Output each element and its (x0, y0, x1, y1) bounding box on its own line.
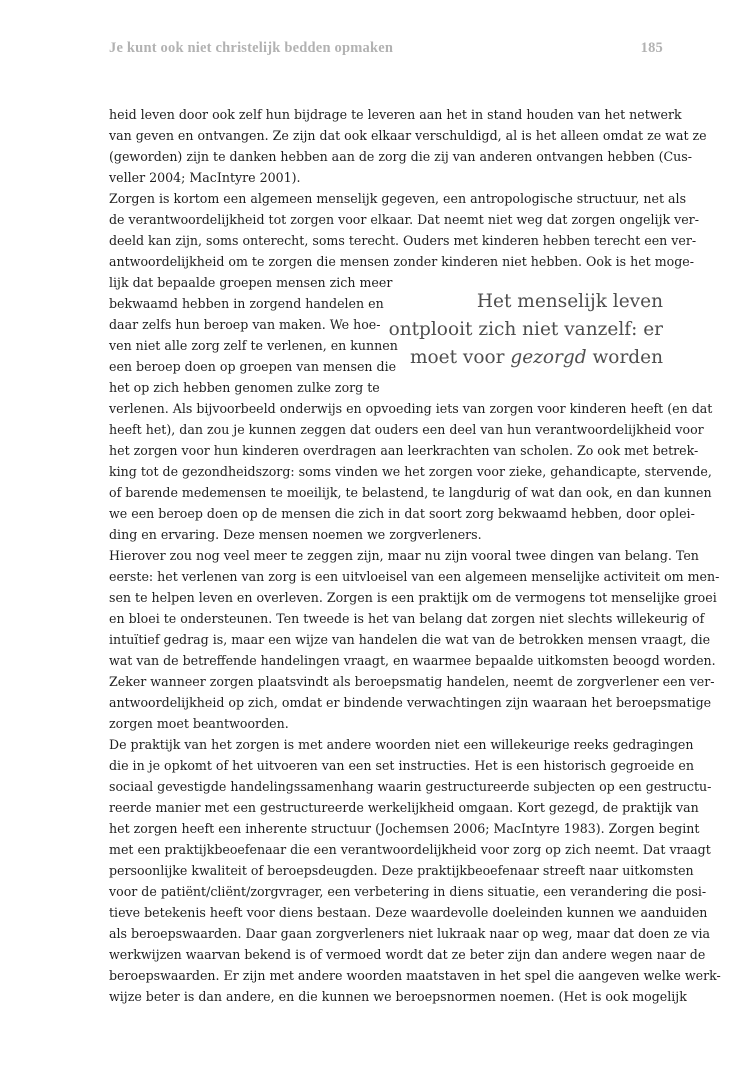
text-line: beroepswaarden. Er zijn met andere woorden maatstaven in het spel die aangeven welke werk- (109, 968, 721, 983)
text-line: we een beroep doen op de mensen die zich in dat soort zorg bekwaamd hebben, door oplei- (109, 506, 695, 521)
text-line: het zorgen heeft een inherente structuur (Jochemsen 2006; MacIntyre 1983). Zorgen begint (109, 821, 700, 836)
text-line: zorgen moet beantwoorden. (109, 716, 289, 731)
text-line: Zeker wanneer zorgen plaatsvindt als beroepsmatig handelen, neemt de zorgverlener een ver- (109, 674, 715, 689)
text-line: voor de patiënt/cliënt/zorgvrager, een verbetering in diens situatie, een verandering die posi- (109, 884, 707, 899)
text-line: De praktijk van het zorgen is met andere woorden niet een willekeurige reeks gedragingen (109, 737, 694, 752)
text-line: antwoordelijkheid op zich, omdat er bindende verwachtingen zijn waaraan het beroepsmatige (109, 695, 712, 710)
text-line: heeft het), dan zou je kunnen zeggen dat ouders een deel van hun verantwoordelijkheid voor (109, 422, 704, 437)
text-line: en bloei te ondersteunen. Ten tweede is het van belang dat zorgen niet slechts willekeurig of (109, 611, 705, 626)
text-line: verlenen. Als bijvoorbeeld onderwijs en opvoeding iets van zorgen voor kinderen heeft (en dat (109, 401, 713, 416)
text-line: het op zich hebben genomen zulke zorg te (109, 380, 380, 395)
text-line: een beroep doen op groepen van mensen die (109, 359, 397, 374)
text-line: met een praktijkbeoefenaar die een verantwoordelijkheid voor zorg op zich neemt. Dat vraagt (109, 842, 711, 857)
text-line: veller 2004; MacIntyre 2001). (109, 170, 301, 185)
page-number: 185 (640, 40, 663, 56)
text-line: de verantwoordelijkheid tot zorgen voor elkaar. Dat neemt niet weg dat zorgen ongelijk ver- (109, 212, 699, 227)
text-line: als beroepswaarden. Daar gaan zorgverleners niet lukraak naar op weg, maar dat doen ze via (109, 926, 711, 941)
text-line: Hierover zou nog veel meer te zeggen zijn, maar nu zijn vooral twee dingen van belang. Ten (109, 548, 699, 563)
text-line: wat van de betreffende handelingen vraagt, en waarmee bepaalde uitkomsten beoogd worden. (109, 653, 716, 668)
text-line: sen te helpen leven en overleven. Zorgen is een praktijk om de vermogens tot menselijke groei (109, 590, 717, 605)
text-line: reerde manier met een gestructureerde werkelijkheid omgaan. Kort gezegd, de praktijk van (109, 800, 699, 815)
text-line: van geven en ontvangen. Ze zijn dat ook elkaar verschuldigd, al is het alleen omdat ze wat ze (109, 128, 707, 143)
text-line: antwoordelijkheid om te zorgen die mensen zonder kinderen niet hebben. Ook is het moge- (109, 254, 695, 269)
text-line: ding en ervaring. Deze mensen noemen we zorgverleners. (109, 527, 482, 542)
text-line: king tot de gezondheidszorg: soms vinden we het zorgen voor zieke, gehandicapte, stervende, (109, 464, 712, 479)
pull-quote-prefix: moet voor (409, 347, 511, 368)
text-line: tieve betekenis heeft voor diens bestaan. Deze waardevolle doeleinden kunnen we aanduiden (109, 905, 708, 920)
text-line: persoonlijke kwaliteit of beroepsdeugden. Deze praktijkbeoefenaar streeft naar uitkomsten (109, 863, 694, 878)
text-line: intuïtief gedrag is, maar een wijze van handelen die wat van de betrokken mensen vraagt, die (109, 632, 711, 647)
running-header (109, 40, 663, 64)
text-line: (geworden) zijn te danken hebben aan de zorg die zij van anderen ontvangen hebben (Cus- (109, 149, 692, 164)
text-line: werkwijzen waarvan bekend is of vermoed wordt dat ze beter zijn dan andere wegen naar de (109, 947, 706, 962)
text-line: deeld kan zijn, soms onterecht, soms terecht. Ouders met kinderen hebben terecht een ver- (109, 233, 697, 248)
pull-quote-suffix: worden (586, 347, 663, 368)
text-line: bekwaamd hebben in zorgend handelen en (109, 296, 384, 311)
text-line: lijk dat bepaalde groepen mensen zich meer (109, 275, 393, 290)
text-line: eerste: het verlenen van zorg is een uitvloeisel van een algemeen menselijke activiteit om men- (109, 569, 720, 584)
pull-quote-line-1: Het menselijk leven (476, 291, 663, 312)
text-line: het zorgen voor hun kinderen overdragen aan leerkrachten van scholen. Zo ook met betrek- (109, 443, 699, 458)
text-line: of barende medemensen te moeilijk, te belastend, te langdurig of wat dan ook, en dan kunnen (109, 485, 712, 500)
text-line: Zorgen is kortom een algemeen menselijk gegeven, een antropologische structuur, net als (109, 191, 687, 206)
text-line: wijze beter is dan andere, en die kunnen we beroepsnormen noemen. (Het is ook mogelijk (109, 989, 687, 1004)
text-line: ven niet alle zorg zelf te verlenen, en kunnen (109, 338, 398, 353)
running-title: Je kunt ook niet christelijk bedden opmaken (109, 40, 394, 56)
text-line: die in je opkomt of het uitvoeren van een set instructies. Het is een historisch gegroeide en (109, 758, 694, 773)
text-line: heid leven door ook zelf hun bijdrage te leveren aan het in stand houden van het netwerk (109, 107, 682, 122)
pull-quote-emphasis: gezorgd (510, 347, 587, 368)
pull-quote-line-2: ontplooit zich niet vanzelf: er (388, 319, 663, 340)
text-line: sociaal gevestigde handelingssamenhang waarin gestructureerde subjecten op een gestructu- (109, 779, 712, 794)
text-line: daar zelfs hun beroep van maken. We hoe- (109, 317, 381, 332)
pull-quote-line-3 (410, 344, 663, 372)
